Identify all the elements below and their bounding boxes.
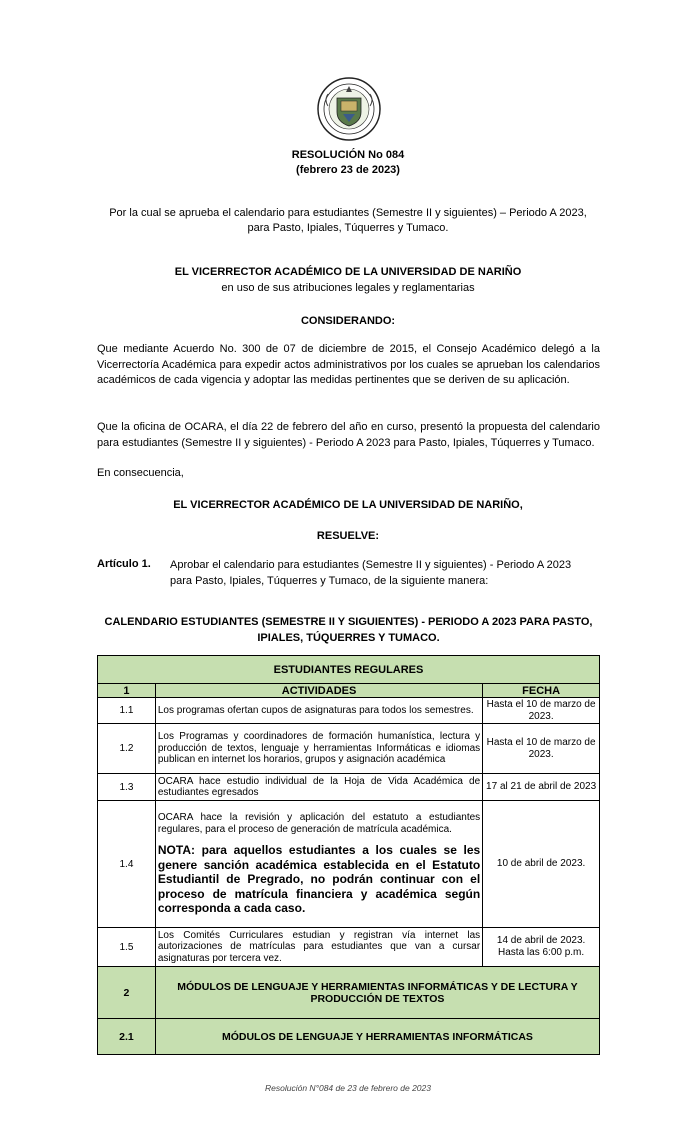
subsection-title: MÓDULOS DE LENGUAJE Y HERRAMIENTAS INFORMÁTICAS (155, 1019, 599, 1055)
row-activity: OCARA hace la revisión y aplicación del estatuto a estudiantes regulares, para el proceso de generación de matrícula académica. (157, 812, 481, 835)
row-activity-with-note (155, 801, 482, 928)
row-date-time: Hasta las 6:00 p.m. (498, 947, 585, 958)
row-activity: Los Comités Curriculares estudian y registran vía internet las autorizaciones de matrículas para estudiantes que van a cursar asignaturas por tercera vez. (155, 928, 482, 967)
authority-title: EL VICERRECTOR ACADÉMICO DE LA UNIVERSIDAD DE NARIÑO (174, 266, 522, 278)
considerando-paragraph-1: Que mediante Acuerdo No. 300 de 07 de diciembre de 2015, el Consejo Académico delegó a la Vicerrectoría Académica para expedir actos administrativos por los cuales se aprueban los calendarios académicos de cada vigencia y adoptar las medidas pertinentes que se deriven de su aplicación. (97, 343, 600, 386)
row-date-cell (483, 928, 600, 967)
purpose-line-1: Por la cual se aprueba el calendario para estudiantes (Semestre II y siguientes) – Periodo A 2023, (109, 207, 587, 219)
section-header-row (98, 656, 600, 684)
section-title: ESTUDIANTES REGULARES (98, 656, 600, 684)
row-date: Hasta el 10 de marzo de 2023. (483, 698, 600, 724)
page-footer: Resolución N°084 de 23 de febrero de 2023 (265, 1083, 431, 1093)
resolution-title: RESOLUCIÓN No 084 (291, 149, 405, 161)
university-seal-logo (316, 76, 382, 142)
row-number: 1.5 (98, 928, 156, 967)
consequence-text: En consecuencia, (97, 467, 184, 479)
table-row (98, 928, 600, 967)
section-row (98, 967, 600, 1019)
column-header-activities: ACTIVIDADES (155, 684, 482, 698)
article-label: Artículo 1. (97, 558, 151, 570)
row-activity: Los programas ofertan cupos de asignaturas para todos los semestres. (155, 698, 482, 724)
subsection-row (98, 1019, 600, 1055)
row-note: NOTA: para aquellos estudiantes a los cuales se les genere sanción académica establecida en el Estatuto Estudiantil de Pregrado, no podrán continuar con el proceso de matrícula financiera y académica según corresponda a cada caso. (157, 843, 481, 916)
row-number: 1.3 (98, 774, 156, 801)
row-activity: OCARA hace estudio individual de la Hoja de Vida Académica de estudiantes egresados (155, 774, 482, 801)
column-header-number: 1 (98, 684, 156, 698)
table-row (98, 724, 600, 774)
considerando-paragraph-2: Que la oficina de OCARA, el día 22 de febrero del año en curso, presentó la propuesta del calendario para estudiantes (Semestre II y siguientes) - Periodo A 2023 para Pasto, Ipiales, Túquerres y Tumaco. (97, 421, 600, 449)
row-number: 1.2 (98, 724, 156, 774)
calendar-title (97, 614, 600, 646)
row-number: 1.1 (98, 698, 156, 724)
row-activity: Los Programas y coordinadores de formación humanística, lectura y producción de textos, lenguaje y herramientas Informáticas e idiomas publican en internet los horarios, grupos y asignación académica (155, 724, 482, 774)
article-text: Aprobar el calendario para estudiantes (Semestre II y siguientes) - Periodo A 2023 para Pasto, Ipiales, Túquerres y Tumaco, de la siguiente manera: (170, 559, 572, 587)
table-row (98, 698, 600, 724)
authority-subtitle: en uso de sus atribuciones legales y reglamentarias (221, 282, 475, 294)
considerando-heading: CONSIDERANDO: (300, 315, 396, 327)
row-date: 10 de abril de 2023. (483, 801, 600, 928)
table-row (98, 801, 600, 928)
section-title: MÓDULOS DE LENGUAJE Y HERRAMIENTAS INFORMÁTICAS Y DE LECTURA Y PRODUCCIÓN DE TEXTOS (155, 967, 599, 1019)
row-date: 14 de abril de 2023. (496, 935, 586, 946)
subsection-number: 2.1 (98, 1019, 156, 1055)
column-header-date: FECHA (483, 684, 600, 698)
resolution-date: (febrero 23 de 2023) (296, 164, 400, 176)
table-row (98, 774, 600, 801)
resuelve-heading: RESUELVE: (316, 530, 380, 542)
column-header-row (98, 684, 600, 698)
calendar-title-line-2: IPIALES, TÚQUERRES Y TUMACO. (257, 632, 440, 644)
row-number: 1.4 (98, 801, 156, 928)
row-date: Hasta el 10 de marzo de 2023. (483, 724, 600, 774)
purpose-line-2: para Pasto, Ipiales, Túquerres y Tumaco. (247, 222, 449, 234)
row-date: 17 al 21 de abril de 2023 (483, 774, 600, 801)
calendar-title-line-1: CALENDARIO ESTUDIANTES (SEMESTRE II Y SIGUIENTES) - PERIODO A 2023 PARA PASTO, (104, 616, 593, 628)
resuelve-authority: EL VICERRECTOR ACADÉMICO DE LA UNIVERSIDAD DE NARIÑO, (173, 499, 523, 511)
section-number: 2 (98, 967, 156, 1019)
calendar-table (97, 655, 600, 1055)
